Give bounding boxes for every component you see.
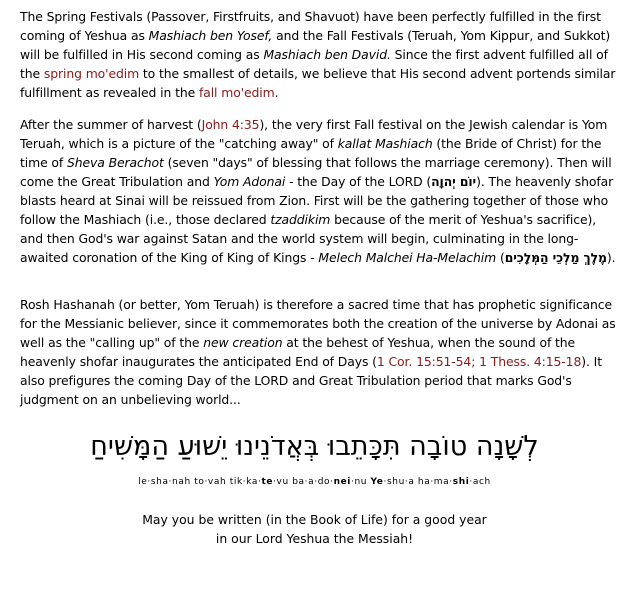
translit-part: le·sha·nah to·vah tik·ka· [138, 477, 262, 487]
text-span: because of the merit of Yeshua's sacrifice), and then God's war against Satan and the world system will begin, culminating in the long-awaited coronation of the King of King of Kings - [20, 212, 597, 265]
text-span: to the smallest of details, we believe that His second advent portends similar fulfillment as revealed in the [20, 66, 616, 100]
text-span: ). The heavenly shofar blasts heard at Sinai will be reissued from Zion. First will be the gathering together of those who follow the Mashiach (i.e., those declared [20, 174, 614, 227]
term-new-creation: new creation [203, 335, 283, 350]
text-span: at the behest of Yeshua, when the sound of the heavenly shofar inaugurates the anticipated End of Days ( [20, 335, 576, 369]
translit-part: ·shu·a ha·ma· [383, 477, 453, 487]
hebrew-yom-adonai: יוֹם יְהוָה [431, 174, 477, 189]
text-span: ). [606, 250, 616, 265]
paragraph-festivals [20, 7, 620, 102]
term-mashiach-ben-yosef: Mashiach ben Yosef, [148, 28, 273, 43]
blessing-text [0, 510, 629, 548]
link-fall-moedim[interactable]: fall mo'edim [198, 85, 275, 100]
translit-stress: nei [333, 477, 351, 487]
term-tzaddikim: tzaddikim [270, 212, 331, 227]
blessing-line-1: May you be written (in the Book of Life) for a good year [142, 512, 487, 527]
text-span: . [274, 85, 279, 100]
term-yom-adonai: Yom Adonai [213, 174, 286, 189]
link-john-4-35[interactable]: John 4:35 [201, 117, 260, 132]
text-span: (the Bride of Christ) for the time of [20, 136, 602, 170]
paragraph-rosh-hashanah [20, 295, 620, 409]
text-span: Rosh Hashanah (or better, Yom Teruah) is therefore a sacred time that has prophetic significance for the Messianic believer, since it commemorates both the creation of the universe by Adonai as well as the "calling up" of the [20, 297, 616, 350]
translit-part: ·ach [469, 477, 491, 487]
text-span: After the summer of harvest ( [20, 117, 202, 132]
text-span: - the Day of the LORD ( [285, 174, 432, 189]
term-melech-malchei: Melech Malchei Ha-Melachim [318, 250, 497, 265]
text-span: (seven "days" of blessing that follows the marriage ceremony). Then will come the Great Tribulation and [20, 155, 612, 189]
text-span: ). It also prefigures the coming Day of the LORD and Great Tribulation period that marks God's judgment on an unbelieving world... [20, 354, 602, 407]
translit-part: ·nu [350, 477, 371, 487]
text-span: ), the very first Fall festival on the Jewish calendar is Yom Teruah, which is a picture of the "catching away" of [20, 117, 608, 151]
term-sheva-berachot: Sheva Berachot [67, 155, 164, 170]
translit-stress: te [261, 477, 274, 487]
translit-stress: Ye [370, 477, 384, 487]
link-spring-moedim[interactable]: spring mo'edim [43, 66, 140, 81]
translit-stress: shi [452, 477, 470, 487]
text-span: The Spring Festivals (Passover, Firstfruits, and Shavuot) have been perfectly fulfilled in the first coming of Yeshua as [20, 9, 601, 43]
term-kallat-mashiach: kallat Mashiach [337, 136, 433, 151]
translit-part: ·vu ba·a·do· [273, 477, 334, 487]
text-span: Since the first advent fulfilled all of the [20, 47, 608, 81]
text-span: and the Fall Festivals (Teruah, Yom Kippur, and Sukkot) will be fulfilled in His second coming as [20, 28, 611, 62]
hebrew-melech-malchei: מֶלֶךְ מַלְכֵי הַמְּלָכִים [504, 250, 607, 265]
link-scripture-references[interactable]: 1 Cor. 15:51-54; 1 Thess. 4:15-18 [376, 354, 582, 369]
transliteration [0, 475, 629, 489]
term-mashiach-ben-david: Mashiach ben David. [263, 47, 391, 62]
paragraph-yom-teruah [20, 115, 620, 267]
hebrew-greeting-heading: לְשָׁנָה טוֹבָה תִּכָּתֵבוּ בְּאֲדֹנֵינוּ יֵשׁוּעַ הַמָּשִׁיחַ [90, 431, 539, 462]
text-span: ( [496, 250, 505, 265]
blessing-line-2: in our Lord Yeshua the Messiah! [215, 531, 414, 546]
